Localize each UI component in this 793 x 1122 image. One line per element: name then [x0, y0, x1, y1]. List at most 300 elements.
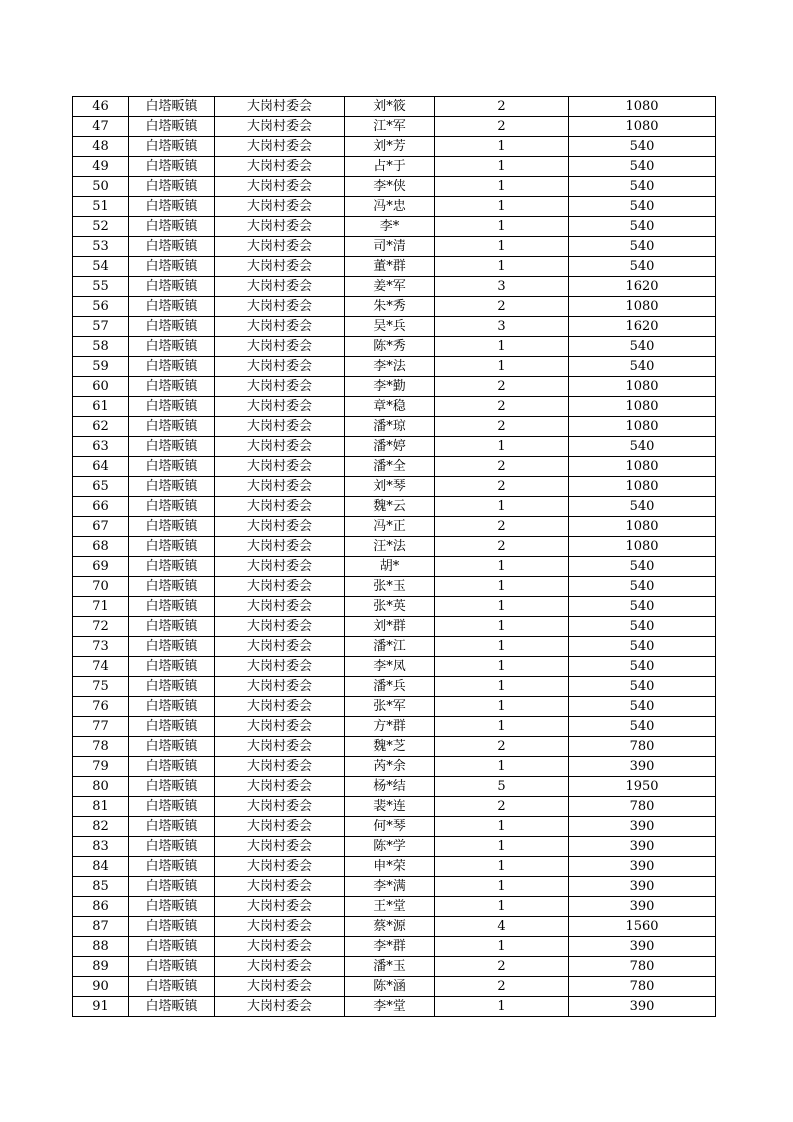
name-cell: 魏*芝	[345, 737, 435, 757]
table-row	[73, 557, 716, 577]
amount-cell: 540	[569, 137, 716, 157]
town-cell: 白塔畈镇	[129, 297, 215, 317]
village-cell: 大岗村委会	[215, 457, 345, 477]
row-number-cell: 58	[73, 337, 129, 357]
amount-cell: 540	[569, 237, 716, 257]
name-cell: 姜*军	[345, 277, 435, 297]
row-number-cell: 91	[73, 997, 129, 1017]
village-cell: 大岗村委会	[215, 297, 345, 317]
person-count-cell: 4	[435, 917, 569, 937]
town-cell: 白塔畈镇	[129, 877, 215, 897]
person-count-cell: 1	[435, 257, 569, 277]
table-row	[73, 777, 716, 797]
person-count-cell: 2	[435, 297, 569, 317]
amount-cell: 540	[569, 637, 716, 657]
table-row	[73, 357, 716, 377]
row-number-cell: 57	[73, 317, 129, 337]
amount-cell: 390	[569, 997, 716, 1017]
row-number-cell: 52	[73, 217, 129, 237]
person-count-cell: 2	[435, 417, 569, 437]
amount-cell: 780	[569, 957, 716, 977]
table-row	[73, 597, 716, 617]
table-row	[73, 817, 716, 837]
person-count-cell: 1	[435, 717, 569, 737]
person-count-cell: 1	[435, 557, 569, 577]
row-number-cell: 86	[73, 897, 129, 917]
name-cell: 芮*余	[345, 757, 435, 777]
name-cell: 张*军	[345, 697, 435, 717]
village-cell: 大岗村委会	[215, 497, 345, 517]
village-cell: 大岗村委会	[215, 997, 345, 1017]
amount-cell: 1080	[569, 517, 716, 537]
amount-cell: 1080	[569, 397, 716, 417]
table-body	[73, 97, 716, 1017]
town-cell: 白塔畈镇	[129, 157, 215, 177]
amount-cell: 540	[569, 557, 716, 577]
name-cell: 魏*云	[345, 497, 435, 517]
person-count-cell: 1	[435, 157, 569, 177]
row-number-cell: 72	[73, 617, 129, 637]
table-row	[73, 657, 716, 677]
person-count-cell: 2	[435, 377, 569, 397]
table-row	[73, 397, 716, 417]
row-number-cell: 73	[73, 637, 129, 657]
person-count-cell: 1	[435, 997, 569, 1017]
person-count-cell: 1	[435, 617, 569, 637]
table-row	[73, 177, 716, 197]
amount-cell: 1080	[569, 117, 716, 137]
row-number-cell: 46	[73, 97, 129, 117]
row-number-cell: 48	[73, 137, 129, 157]
village-cell: 大岗村委会	[215, 117, 345, 137]
town-cell: 白塔畈镇	[129, 957, 215, 977]
name-cell: 李*	[345, 217, 435, 237]
name-cell: 杨*结	[345, 777, 435, 797]
name-cell: 潘*全	[345, 457, 435, 477]
village-cell: 大岗村委会	[215, 597, 345, 617]
amount-cell: 390	[569, 857, 716, 877]
name-cell: 冯*忠	[345, 197, 435, 217]
person-count-cell: 1	[435, 877, 569, 897]
name-cell: 潘*兵	[345, 677, 435, 697]
village-cell: 大岗村委会	[215, 157, 345, 177]
village-cell: 大岗村委会	[215, 237, 345, 257]
name-cell: 李*凤	[345, 657, 435, 677]
table-row	[73, 517, 716, 537]
table-row	[73, 497, 716, 517]
amount-cell: 540	[569, 357, 716, 377]
village-cell: 大岗村委会	[215, 257, 345, 277]
row-number-cell: 70	[73, 577, 129, 597]
person-count-cell: 1	[435, 217, 569, 237]
person-count-cell: 1	[435, 897, 569, 917]
table-row	[73, 97, 716, 117]
town-cell: 白塔畈镇	[129, 597, 215, 617]
person-count-cell: 1	[435, 197, 569, 217]
name-cell: 潘*琼	[345, 417, 435, 437]
village-cell: 大岗村委会	[215, 337, 345, 357]
person-count-cell: 2	[435, 737, 569, 757]
town-cell: 白塔畈镇	[129, 997, 215, 1017]
amount-cell: 780	[569, 737, 716, 757]
row-number-cell: 64	[73, 457, 129, 477]
table-row	[73, 157, 716, 177]
town-cell: 白塔畈镇	[129, 917, 215, 937]
person-count-cell: 2	[435, 477, 569, 497]
row-number-cell: 47	[73, 117, 129, 137]
village-cell: 大岗村委会	[215, 417, 345, 437]
town-cell: 白塔畈镇	[129, 317, 215, 337]
name-cell: 陈*涵	[345, 977, 435, 997]
town-cell: 白塔畈镇	[129, 137, 215, 157]
town-cell: 白塔畈镇	[129, 357, 215, 377]
amount-cell: 540	[569, 577, 716, 597]
row-number-cell: 54	[73, 257, 129, 277]
table-row	[73, 797, 716, 817]
village-cell: 大岗村委会	[215, 797, 345, 817]
row-number-cell: 77	[73, 717, 129, 737]
row-number-cell: 88	[73, 937, 129, 957]
name-cell: 李*勤	[345, 377, 435, 397]
name-cell: 胡*	[345, 557, 435, 577]
name-cell: 占*于	[345, 157, 435, 177]
name-cell: 吴*兵	[345, 317, 435, 337]
amount-cell: 540	[569, 697, 716, 717]
village-cell: 大岗村委会	[215, 697, 345, 717]
town-cell: 白塔畈镇	[129, 677, 215, 697]
name-cell: 汪*法	[345, 537, 435, 557]
table-row	[73, 297, 716, 317]
person-count-cell: 1	[435, 677, 569, 697]
village-cell: 大岗村委会	[215, 917, 345, 937]
person-count-cell: 3	[435, 317, 569, 337]
town-cell: 白塔畈镇	[129, 897, 215, 917]
town-cell: 白塔畈镇	[129, 237, 215, 257]
person-count-cell: 2	[435, 957, 569, 977]
town-cell: 白塔畈镇	[129, 657, 215, 677]
row-number-cell: 51	[73, 197, 129, 217]
village-cell: 大岗村委会	[215, 137, 345, 157]
town-cell: 白塔畈镇	[129, 257, 215, 277]
table-row	[73, 677, 716, 697]
table-row	[73, 757, 716, 777]
row-number-cell: 84	[73, 857, 129, 877]
table-row	[73, 837, 716, 857]
person-count-cell: 2	[435, 117, 569, 137]
table-row	[73, 977, 716, 997]
amount-cell: 540	[569, 437, 716, 457]
table-row	[73, 737, 716, 757]
village-cell: 大岗村委会	[215, 757, 345, 777]
name-cell: 何*琴	[345, 817, 435, 837]
row-number-cell: 75	[73, 677, 129, 697]
name-cell: 潘*婷	[345, 437, 435, 457]
amount-cell: 1080	[569, 477, 716, 497]
town-cell: 白塔畈镇	[129, 437, 215, 457]
village-cell: 大岗村委会	[215, 217, 345, 237]
row-number-cell: 83	[73, 837, 129, 857]
row-number-cell: 89	[73, 957, 129, 977]
town-cell: 白塔畈镇	[129, 417, 215, 437]
town-cell: 白塔畈镇	[129, 637, 215, 657]
table-row	[73, 697, 716, 717]
village-cell: 大岗村委会	[215, 577, 345, 597]
village-cell: 大岗村委会	[215, 957, 345, 977]
row-number-cell: 74	[73, 657, 129, 677]
table-row	[73, 537, 716, 557]
village-cell: 大岗村委会	[215, 977, 345, 997]
village-cell: 大岗村委会	[215, 357, 345, 377]
table-row	[73, 437, 716, 457]
person-count-cell: 1	[435, 837, 569, 857]
person-count-cell: 5	[435, 777, 569, 797]
name-cell: 董*群	[345, 257, 435, 277]
village-cell: 大岗村委会	[215, 477, 345, 497]
table-row	[73, 257, 716, 277]
amount-cell: 390	[569, 937, 716, 957]
person-count-cell: 2	[435, 457, 569, 477]
amount-cell: 540	[569, 717, 716, 737]
amount-cell: 780	[569, 797, 716, 817]
amount-cell: 1080	[569, 457, 716, 477]
village-cell: 大岗村委会	[215, 317, 345, 337]
village-cell: 大岗村委会	[215, 377, 345, 397]
name-cell: 陈*秀	[345, 337, 435, 357]
row-number-cell: 65	[73, 477, 129, 497]
town-cell: 白塔畈镇	[129, 837, 215, 857]
amount-cell: 540	[569, 257, 716, 277]
row-number-cell: 62	[73, 417, 129, 437]
table-row	[73, 377, 716, 397]
row-number-cell: 61	[73, 397, 129, 417]
person-count-cell: 1	[435, 857, 569, 877]
village-cell: 大岗村委会	[215, 397, 345, 417]
name-cell: 李*满	[345, 877, 435, 897]
town-cell: 白塔畈镇	[129, 517, 215, 537]
amount-cell: 540	[569, 657, 716, 677]
person-count-cell: 2	[435, 97, 569, 117]
name-cell: 潘*江	[345, 637, 435, 657]
table-row	[73, 897, 716, 917]
table-row	[73, 957, 716, 977]
name-cell: 刘*芳	[345, 137, 435, 157]
amount-cell: 1080	[569, 97, 716, 117]
town-cell: 白塔畈镇	[129, 197, 215, 217]
town-cell: 白塔畈镇	[129, 537, 215, 557]
amount-cell: 540	[569, 157, 716, 177]
village-cell: 大岗村委会	[215, 677, 345, 697]
town-cell: 白塔畈镇	[129, 277, 215, 297]
row-number-cell: 76	[73, 697, 129, 717]
person-count-cell: 1	[435, 177, 569, 197]
town-cell: 白塔畈镇	[129, 397, 215, 417]
person-count-cell: 2	[435, 537, 569, 557]
name-cell: 王*堂	[345, 897, 435, 917]
village-cell: 大岗村委会	[215, 877, 345, 897]
row-number-cell: 81	[73, 797, 129, 817]
village-cell: 大岗村委会	[215, 97, 345, 117]
village-cell: 大岗村委会	[215, 897, 345, 917]
village-cell: 大岗村委会	[215, 617, 345, 637]
village-cell: 大岗村委会	[215, 937, 345, 957]
amount-cell: 1080	[569, 297, 716, 317]
row-number-cell: 67	[73, 517, 129, 537]
name-cell: 申*荣	[345, 857, 435, 877]
town-cell: 白塔畈镇	[129, 697, 215, 717]
town-cell: 白塔畈镇	[129, 717, 215, 737]
row-number-cell: 71	[73, 597, 129, 617]
person-count-cell: 2	[435, 397, 569, 417]
row-number-cell: 79	[73, 757, 129, 777]
table-row	[73, 317, 716, 337]
amount-cell: 540	[569, 217, 716, 237]
amount-cell: 1620	[569, 277, 716, 297]
town-cell: 白塔畈镇	[129, 497, 215, 517]
village-cell: 大岗村委会	[215, 817, 345, 837]
town-cell: 白塔畈镇	[129, 97, 215, 117]
row-number-cell: 80	[73, 777, 129, 797]
person-count-cell: 2	[435, 517, 569, 537]
village-cell: 大岗村委会	[215, 437, 345, 457]
village-cell: 大岗村委会	[215, 177, 345, 197]
amount-cell: 780	[569, 977, 716, 997]
name-cell: 冯*正	[345, 517, 435, 537]
amount-cell: 1620	[569, 317, 716, 337]
name-cell: 李*群	[345, 937, 435, 957]
table-row	[73, 277, 716, 297]
town-cell: 白塔畈镇	[129, 337, 215, 357]
table-row	[73, 237, 716, 257]
amount-cell: 1560	[569, 917, 716, 937]
amount-cell: 540	[569, 197, 716, 217]
row-number-cell: 60	[73, 377, 129, 397]
town-cell: 白塔畈镇	[129, 817, 215, 837]
table-row	[73, 637, 716, 657]
row-number-cell: 63	[73, 437, 129, 457]
table-row	[73, 917, 716, 937]
row-number-cell: 90	[73, 977, 129, 997]
amount-cell: 540	[569, 497, 716, 517]
town-cell: 白塔畈镇	[129, 617, 215, 637]
amount-cell: 540	[569, 597, 716, 617]
name-cell: 李*堂	[345, 997, 435, 1017]
town-cell: 白塔畈镇	[129, 557, 215, 577]
table-row	[73, 217, 716, 237]
row-number-cell: 69	[73, 557, 129, 577]
name-cell: 章*稳	[345, 397, 435, 417]
person-count-cell: 1	[435, 757, 569, 777]
town-cell: 白塔畈镇	[129, 797, 215, 817]
amount-cell: 390	[569, 877, 716, 897]
row-number-cell: 66	[73, 497, 129, 517]
table-row	[73, 877, 716, 897]
person-count-cell: 1	[435, 637, 569, 657]
person-count-cell: 2	[435, 977, 569, 997]
name-cell: 刘*筱	[345, 97, 435, 117]
name-cell: 蔡*源	[345, 917, 435, 937]
name-cell: 方*群	[345, 717, 435, 737]
amount-cell: 1080	[569, 377, 716, 397]
row-number-cell: 68	[73, 537, 129, 557]
row-number-cell: 78	[73, 737, 129, 757]
name-cell: 李*侠	[345, 177, 435, 197]
amount-cell: 1080	[569, 537, 716, 557]
row-number-cell: 53	[73, 237, 129, 257]
person-count-cell: 1	[435, 237, 569, 257]
name-cell: 江*军	[345, 117, 435, 137]
row-number-cell: 82	[73, 817, 129, 837]
table-row	[73, 997, 716, 1017]
amount-cell: 540	[569, 177, 716, 197]
person-count-cell: 1	[435, 577, 569, 597]
table-row	[73, 117, 716, 137]
amount-cell: 390	[569, 837, 716, 857]
town-cell: 白塔畈镇	[129, 217, 215, 237]
town-cell: 白塔畈镇	[129, 977, 215, 997]
person-count-cell: 1	[435, 357, 569, 377]
village-cell: 大岗村委会	[215, 277, 345, 297]
row-number-cell: 87	[73, 917, 129, 937]
person-count-cell: 2	[435, 797, 569, 817]
amount-cell: 390	[569, 897, 716, 917]
row-number-cell: 50	[73, 177, 129, 197]
table-row	[73, 477, 716, 497]
amount-cell: 390	[569, 817, 716, 837]
name-cell: 陈*学	[345, 837, 435, 857]
village-cell: 大岗村委会	[215, 517, 345, 537]
name-cell: 潘*玉	[345, 957, 435, 977]
person-count-cell: 1	[435, 437, 569, 457]
person-count-cell: 1	[435, 817, 569, 837]
row-number-cell: 55	[73, 277, 129, 297]
table-row	[73, 937, 716, 957]
name-cell: 裴*连	[345, 797, 435, 817]
town-cell: 白塔畈镇	[129, 857, 215, 877]
person-count-cell: 3	[435, 277, 569, 297]
town-cell: 白塔畈镇	[129, 777, 215, 797]
table-row	[73, 137, 716, 157]
village-cell: 大岗村委会	[215, 737, 345, 757]
name-cell: 司*清	[345, 237, 435, 257]
person-count-cell: 1	[435, 337, 569, 357]
town-cell: 白塔畈镇	[129, 377, 215, 397]
name-cell: 张*英	[345, 597, 435, 617]
name-cell: 李*法	[345, 357, 435, 377]
village-cell: 大岗村委会	[215, 717, 345, 737]
town-cell: 白塔畈镇	[129, 577, 215, 597]
town-cell: 白塔畈镇	[129, 457, 215, 477]
village-cell: 大岗村委会	[215, 837, 345, 857]
row-number-cell: 59	[73, 357, 129, 377]
town-cell: 白塔畈镇	[129, 937, 215, 957]
table-row	[73, 337, 716, 357]
amount-cell: 390	[569, 757, 716, 777]
person-count-cell: 1	[435, 937, 569, 957]
table-row	[73, 457, 716, 477]
person-count-cell: 1	[435, 657, 569, 677]
village-cell: 大岗村委会	[215, 657, 345, 677]
name-cell: 朱*秀	[345, 297, 435, 317]
town-cell: 白塔畈镇	[129, 477, 215, 497]
amount-cell: 540	[569, 337, 716, 357]
village-cell: 大岗村委会	[215, 777, 345, 797]
row-number-cell: 56	[73, 297, 129, 317]
row-number-cell: 49	[73, 157, 129, 177]
town-cell: 白塔畈镇	[129, 117, 215, 137]
person-count-cell: 1	[435, 137, 569, 157]
amount-cell: 1950	[569, 777, 716, 797]
town-cell: 白塔畈镇	[129, 737, 215, 757]
